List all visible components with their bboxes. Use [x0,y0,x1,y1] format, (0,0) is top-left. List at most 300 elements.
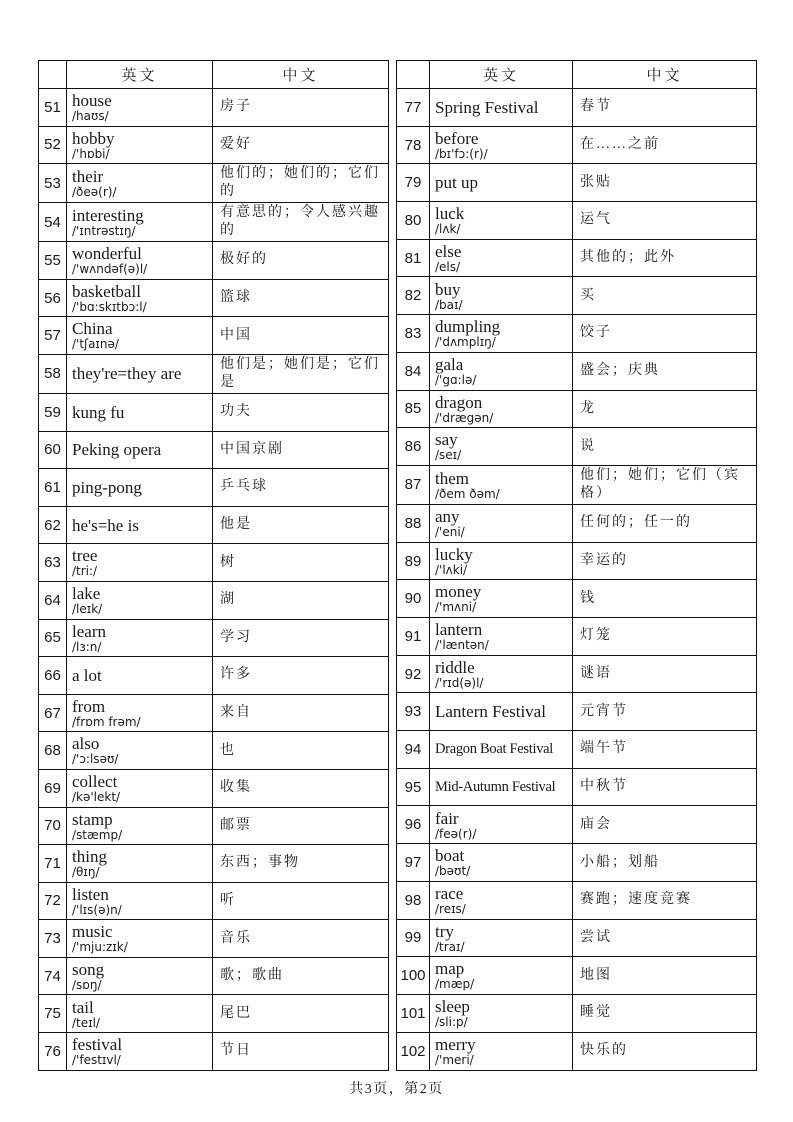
phonetic-transcription: /'bɑ:skɪtbɔ:l/ [72,299,147,314]
english-word: basketball [72,281,141,301]
right-table-body [397,89,757,1071]
chinese-cell: 中国京剧 [213,431,389,469]
english-word: lucky [435,544,473,564]
table-row [397,202,757,240]
table-row [39,769,389,807]
phonetic-transcription: /leɪk/ [72,601,103,616]
vocab-table-left [38,60,389,1071]
phonetic-transcription: /ðem ðəm/ [435,486,500,501]
table-row [39,920,389,958]
english-cell [430,919,573,957]
chinese-cell: 睡觉 [573,994,757,1032]
phonetic-transcription: /reɪs/ [435,901,466,916]
english-word: China [72,319,113,339]
chinese-cell: 学习 [213,619,389,657]
chinese-cell: 歌；歌曲 [213,957,389,995]
chinese-cell: 饺子 [573,315,757,353]
phonetic-transcription: /tri:/ [72,564,98,579]
header-number-cell [397,61,430,89]
table-row [397,352,757,390]
chinese-cell: 湖 [213,581,389,619]
chinese-cell: 灯笼 [573,618,757,656]
chinese-cell: 来自 [213,694,389,732]
table-row [397,731,757,769]
phonetic-transcription: /'hɒbi/ [72,146,110,161]
english-word: music [72,922,113,942]
table-row [397,693,757,731]
chinese-cell: 有意思的；令人感兴趣的 [213,203,389,242]
table-row [39,619,389,657]
row-number: 75 [39,995,67,1033]
phonetic-transcription: /seɪ/ [435,448,462,463]
chinese-cell: 在……之前 [573,126,757,164]
table-row [397,89,757,127]
row-number: 91 [397,618,430,656]
english-word: boat [435,846,465,866]
row-number: 84 [397,352,430,390]
header-row [39,61,389,89]
english-cell [67,544,213,582]
english-word: say [435,430,458,450]
english-cell [67,807,213,845]
phonetic-transcription: /'wʌndəf(ə)l/ [72,262,148,277]
phonetic-transcription: /'tʃaɪnə/ [72,337,119,352]
row-number: 96 [397,806,430,844]
chinese-cell: 其他的；此外 [573,239,757,277]
row-number: 85 [397,390,430,428]
english-cell [430,655,573,693]
chinese-cell: 春节 [573,89,757,127]
table-row [397,277,757,315]
table-row [397,504,757,542]
header-english: 英文 [67,61,213,89]
english-word: else [435,241,462,261]
english-cell [67,126,213,164]
table-row [397,580,757,618]
english-cell [67,694,213,732]
english-word: interesting [72,205,144,225]
english-cell [67,431,213,469]
table-row [397,994,757,1032]
phonetic-transcription: /ðeə(r)/ [72,184,117,199]
table-row [39,506,389,544]
english-cell [430,428,573,466]
english-cell [430,994,573,1032]
english-cell [67,89,213,127]
phonetic-transcription: /lɜ:n/ [72,639,102,654]
english-cell [430,618,573,656]
english-cell [430,693,573,731]
vocab-table-right [396,60,757,1071]
chinese-cell: 中秋节 [573,768,757,806]
english-cell [430,806,573,844]
row-number: 97 [397,844,430,882]
english-cell [67,732,213,770]
row-number: 71 [39,845,67,883]
phonetic-transcription: /'dʌmplɪŋ/ [435,335,496,350]
phonetic-transcription: /'festɪvl/ [72,1053,121,1068]
english-word: wonderful [72,244,142,264]
header-chinese: 中文 [573,61,757,89]
chinese-cell: 许多 [213,657,389,695]
row-number: 54 [39,203,67,242]
table-row [39,845,389,883]
table-row [397,957,757,995]
chinese-cell: 东西；事物 [213,845,389,883]
table-row [39,544,389,582]
chinese-cell: 节日 [213,1033,389,1071]
english-cell [430,731,573,769]
table-row [397,164,757,202]
row-number: 78 [397,126,430,164]
chinese-cell: 小船；划船 [573,844,757,882]
english-word: riddle [435,657,475,677]
row-number: 69 [39,769,67,807]
english-cell [67,317,213,355]
row-number: 82 [397,277,430,315]
english-word: kung fu [72,402,125,422]
english-cell [430,126,573,164]
english-word: any [435,507,460,527]
english-word: Spring Festival [435,97,539,117]
vocab-tables [38,60,757,1071]
english-cell [430,768,573,806]
chinese-cell: 快乐的 [573,1032,757,1070]
phonetic-transcription: /kə'lekt/ [72,789,121,804]
row-number: 65 [39,619,67,657]
phonetic-transcription: /sli:p/ [435,1015,468,1030]
chinese-cell: 收集 [213,769,389,807]
table-row [39,469,389,507]
table-row [39,242,389,280]
phonetic-transcription: /'meri/ [435,1052,474,1067]
chinese-cell: 尾巴 [213,995,389,1033]
row-number: 60 [39,431,67,469]
row-number: 90 [397,580,430,618]
row-number: 57 [39,317,67,355]
chinese-cell: 元宵节 [573,693,757,731]
phonetic-transcription: /'rɪd(ə)l/ [435,675,484,690]
english-cell [67,164,213,203]
english-word: thing [72,847,107,867]
row-number: 99 [397,919,430,957]
table-row [397,315,757,353]
table-row [397,806,757,844]
table-row [39,354,389,393]
chinese-cell: 幸运的 [573,542,757,580]
english-word: race [435,883,464,903]
english-word: fair [435,808,459,828]
english-cell [67,845,213,883]
row-number: 52 [39,126,67,164]
table-row [397,390,757,428]
phonetic-transcription: /'læntən/ [435,638,489,653]
chinese-cell: 龙 [573,390,757,428]
row-number: 92 [397,655,430,693]
table-row [397,768,757,806]
english-cell [430,164,573,202]
row-number: 88 [397,504,430,542]
phonetic-transcription: /'mʌni/ [435,600,477,615]
chinese-cell: 房子 [213,89,389,127]
english-word: stamp [72,809,113,829]
english-cell [67,957,213,995]
phonetic-transcription: /lʌk/ [435,222,461,237]
english-word: buy [435,279,461,299]
english-cell [430,277,573,315]
english-word: merry [435,1034,476,1054]
table-row [39,164,389,203]
english-cell [430,202,573,240]
table-row [397,618,757,656]
english-word: listen [72,884,109,904]
english-word: Peking opera [72,440,162,460]
english-word: learn [72,621,106,641]
row-number: 51 [39,89,67,127]
phonetic-transcription: /'gɑ:lə/ [435,372,477,387]
phonetic-transcription: /θɪŋ/ [72,865,100,880]
english-word: tree [72,546,98,566]
english-word: he's=he is [72,515,139,535]
phonetic-transcription: /sɒŋ/ [72,977,102,992]
row-number: 83 [397,315,430,353]
phonetic-transcription: /'lʌki/ [435,562,468,577]
row-number: 72 [39,882,67,920]
english-word: luck [435,204,465,224]
chinese-cell: 赛跑；速度竞赛 [573,881,757,919]
chinese-cell: 邮票 [213,807,389,845]
chinese-cell: 爱好 [213,126,389,164]
english-cell [67,242,213,280]
english-cell [430,89,573,127]
row-number: 86 [397,428,430,466]
table-row [39,694,389,732]
english-cell [67,506,213,544]
english-word: hobby [72,128,115,148]
english-cell [67,882,213,920]
phonetic-transcription: /frɒm frəm/ [72,714,141,729]
english-cell [430,580,573,618]
row-number: 67 [39,694,67,732]
row-number: 63 [39,544,67,582]
phonetic-transcription: /els/ [435,259,461,274]
english-word: song [72,959,105,979]
row-number: 59 [39,393,67,431]
row-number: 74 [39,957,67,995]
table-row [39,431,389,469]
table-row [39,581,389,619]
chinese-cell: 张贴 [573,164,757,202]
chinese-cell: 说 [573,428,757,466]
english-cell [67,769,213,807]
english-word: money [435,582,482,602]
header-english: 英文 [430,61,573,89]
english-cell [67,581,213,619]
phonetic-transcription: /'ɔ:lsəʊ/ [72,752,119,767]
english-cell [430,957,573,995]
phonetic-transcription: /baɪ/ [435,297,463,312]
page-footer: 共3页，第2页 [349,1082,444,1097]
chinese-cell: 钱 [573,580,757,618]
row-number: 61 [39,469,67,507]
english-cell [67,920,213,958]
chinese-cell: 树 [213,544,389,582]
english-word: festival [72,1035,123,1055]
english-word: before [435,128,479,148]
table-row [39,393,389,431]
chinese-cell: 买 [573,277,757,315]
table-row [39,1033,389,1071]
chinese-cell: 他们是；她们是；它们是 [213,354,389,393]
phonetic-transcription: /bəʊt/ [435,864,471,879]
english-word: from [72,696,106,716]
chinese-cell: 庙会 [573,806,757,844]
chinese-cell: 他们的；她们的；它们的 [213,164,389,203]
chinese-cell: 运气 [573,202,757,240]
row-number: 81 [397,239,430,277]
english-word: put up [435,173,478,193]
english-cell [430,315,573,353]
english-word: house [72,91,112,111]
chinese-cell: 篮球 [213,279,389,317]
table-row [397,1032,757,1070]
english-word: tail [72,997,94,1017]
english-cell [67,279,213,317]
phonetic-transcription: /traɪ/ [435,939,465,954]
table-row [39,657,389,695]
chinese-cell: 极好的 [213,242,389,280]
header-row [397,61,757,89]
phonetic-transcription: /mæp/ [435,977,475,992]
table-row [397,919,757,957]
english-cell [67,203,213,242]
table-row [397,126,757,164]
chinese-cell: 端午节 [573,731,757,769]
row-number: 70 [39,807,67,845]
table-row [39,882,389,920]
row-number: 101 [397,994,430,1032]
english-word: lake [72,583,101,603]
table-row [397,239,757,277]
english-cell [67,619,213,657]
row-number: 58 [39,354,67,393]
english-word: map [435,959,465,979]
english-word: dumpling [435,317,501,337]
english-word: gala [435,354,464,374]
row-number: 66 [39,657,67,695]
english-cell [430,881,573,919]
header-number-cell [39,61,67,89]
english-word: their [72,166,104,186]
chinese-cell: 乒乓球 [213,469,389,507]
row-number: 68 [39,732,67,770]
row-number: 53 [39,164,67,203]
chinese-cell: 盛会；庆典 [573,352,757,390]
chinese-cell: 他们；她们；它们（宾格） [573,465,757,504]
table-row [39,203,389,242]
english-word: collect [72,771,118,791]
chinese-cell: 音乐 [213,920,389,958]
chinese-cell: 谜语 [573,655,757,693]
english-cell [67,354,213,393]
row-number: 80 [397,202,430,240]
row-number: 56 [39,279,67,317]
table-row [397,881,757,919]
phonetic-transcription: /'ɪntrəstɪŋ/ [72,223,136,238]
table-row [39,89,389,127]
english-cell [430,465,573,504]
chinese-cell: 他是 [213,506,389,544]
english-cell [430,390,573,428]
chinese-cell: 功夫 [213,393,389,431]
english-word: a lot [72,665,102,685]
english-word: ping-pong [72,477,142,497]
row-number: 95 [397,768,430,806]
english-cell [67,469,213,507]
english-cell [430,504,573,542]
english-cell [67,995,213,1033]
row-number: 100 [397,957,430,995]
row-number: 73 [39,920,67,958]
english-word: sleep [435,997,470,1017]
table-row [397,655,757,693]
phonetic-transcription: /stæmp/ [72,827,123,842]
english-word: them [435,468,469,488]
phonetic-transcription: /feə(r)/ [435,826,477,841]
english-cell [430,239,573,277]
english-word: lantern [435,620,483,640]
header-chinese: 中文 [213,61,389,89]
english-word: dragon [435,392,483,412]
table-row [39,807,389,845]
phonetic-transcription: /teɪl/ [72,1015,100,1030]
english-cell [67,393,213,431]
phonetic-transcription: /'lɪs(ə)n/ [72,902,122,917]
english-cell [67,1033,213,1071]
table-row [39,732,389,770]
row-number: 62 [39,506,67,544]
row-number: 64 [39,581,67,619]
row-number: 93 [397,693,430,731]
phonetic-transcription: /bɪ'fɔ:(r)/ [435,146,488,161]
english-cell [430,844,573,882]
table-row [397,465,757,504]
row-number: 87 [397,465,430,504]
chinese-cell: 中国 [213,317,389,355]
row-number: 79 [397,164,430,202]
row-number: 76 [39,1033,67,1071]
chinese-cell: 尝试 [573,919,757,957]
table-row [397,844,757,882]
english-word: Dragon Boat Festival [435,740,554,757]
english-cell [67,657,213,695]
table-row [39,126,389,164]
left-table-body [39,89,389,1071]
row-number: 98 [397,881,430,919]
chinese-cell: 地图 [573,957,757,995]
chinese-cell: 也 [213,732,389,770]
row-number: 89 [397,542,430,580]
phonetic-transcription: /'mju:zɪk/ [72,940,128,955]
table-row [39,279,389,317]
phonetic-transcription: /'drægən/ [435,410,494,425]
english-word: Lantern Festival [435,702,546,722]
table-row [397,542,757,580]
chinese-cell: 听 [213,882,389,920]
row-number: 77 [397,89,430,127]
english-word: they're=they are [72,364,182,384]
english-cell [430,542,573,580]
